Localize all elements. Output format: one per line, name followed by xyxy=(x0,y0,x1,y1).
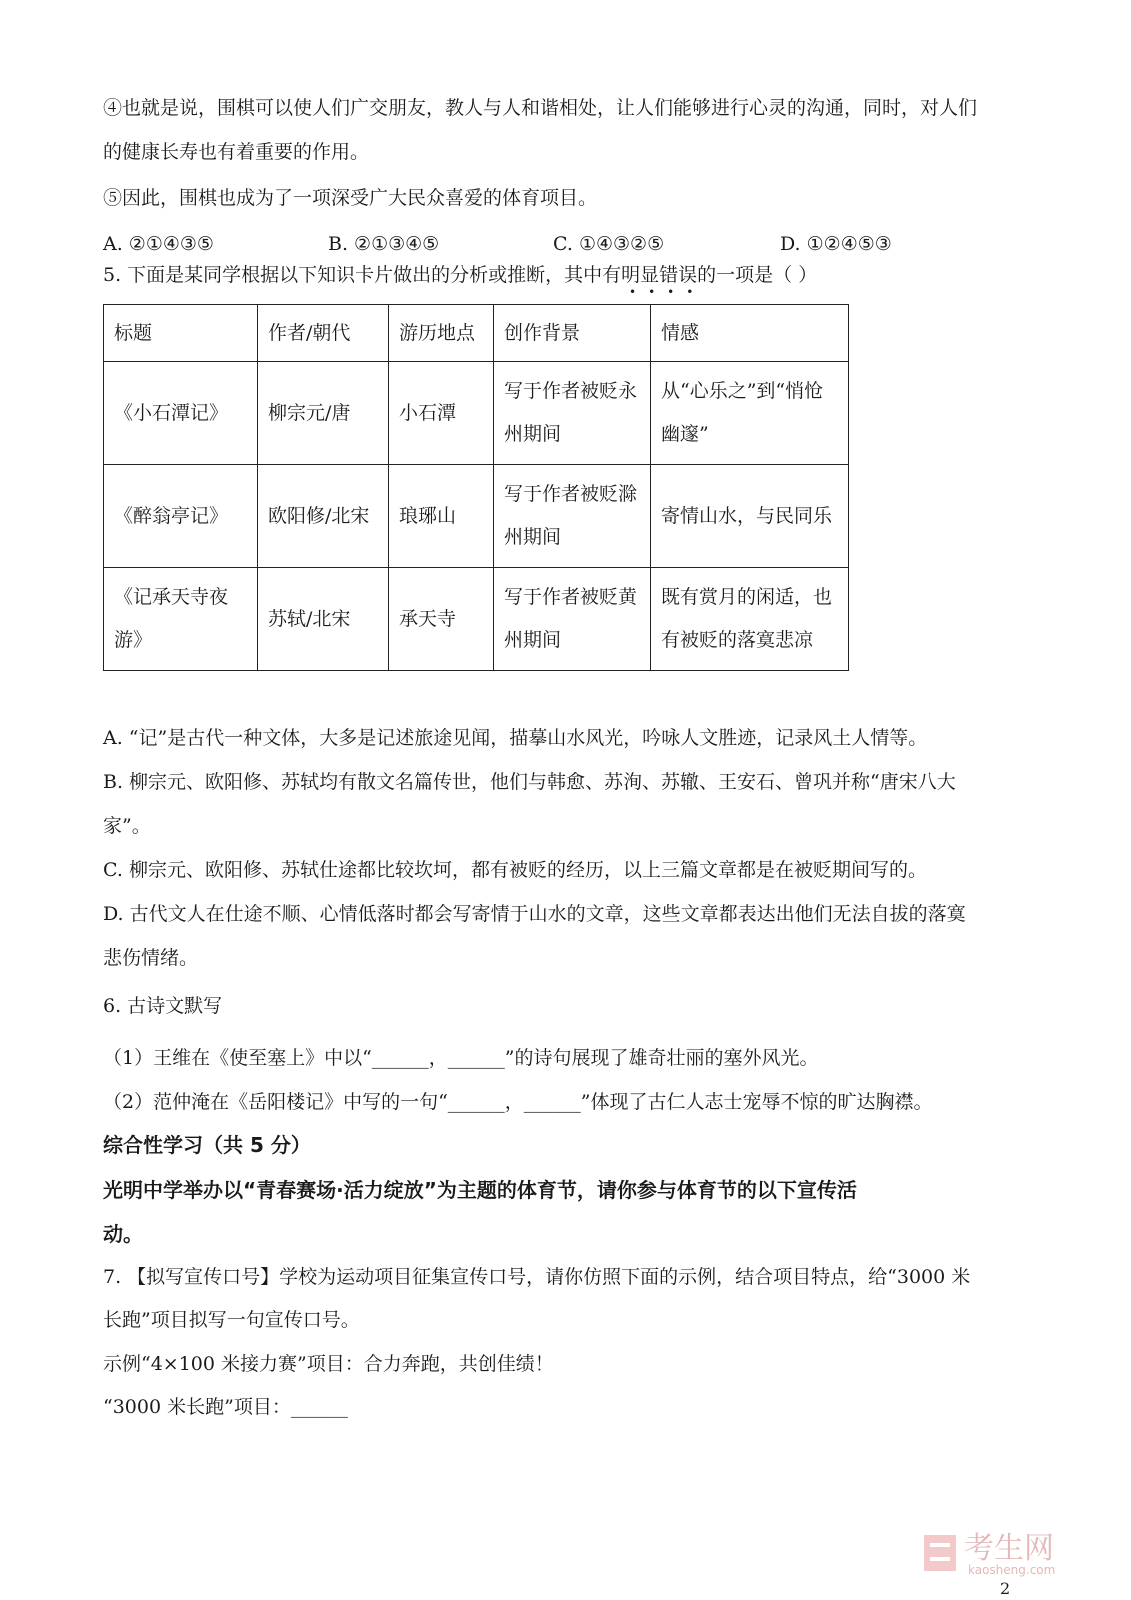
table-cell: 柳宗元/唐 xyxy=(258,362,389,465)
table-header-cell: 标题 xyxy=(104,305,258,362)
q5-option-d-line1: D. 古代文人在仕途不顺、心情低落时都会写寄情于山水的文章，这些文章都表达出他们无法自拔的落寞 xyxy=(103,903,966,925)
table-header-cell: 游历地点 xyxy=(389,305,494,362)
table-row xyxy=(104,568,849,671)
table-cell: 写于作者被贬黄州期间 xyxy=(494,568,651,671)
q4-sentence-4-line2: 的健康长寿也有着重要的作用。 xyxy=(103,141,370,163)
watermark-logo xyxy=(924,1533,1089,1577)
q7-example: 示例“4×100 米接力赛”项目：合力奔跑，共创佳绩！ xyxy=(103,1353,554,1375)
q4-option-d: D. ①②④⑤③ xyxy=(780,233,892,255)
q5-option-b-line1: B. 柳宗元、欧阳修、苏轼均有散文名篇传世，他们与韩愈、苏洵、苏辙、王安石、曾巩并称“唐宋八大 xyxy=(103,771,956,793)
q7-line1: 7. 【拟写宣传口号】学校为运动项目征集宣传口号，请你仿照下面的示例，结合项目特点，给“3000 米 xyxy=(103,1266,971,1288)
table-cell: 小石潭 xyxy=(389,362,494,465)
section-intro-line1: 光明中学举办以“青春赛场·活力绽放”为主题的体育节，请你参与体育节的以下宣传活 xyxy=(103,1178,857,1202)
q4-option-c: C. ①④③②⑤ xyxy=(553,233,665,255)
q4-sentence-5: ⑤因此，围棋也成为了一项深受广大民众喜爱的体育项目。 xyxy=(103,187,598,209)
table-row xyxy=(104,362,849,465)
q6-title: 6. 古诗文默写 xyxy=(103,995,223,1017)
q7-answer-blank: “3000 米长跑”项目：______ xyxy=(103,1396,348,1418)
table-cell: 从“心乐之”到“悄怆幽邃” xyxy=(651,362,849,465)
section-heading: 综合性学习（共 5 分） xyxy=(103,1133,311,1157)
q5-option-b-line2: 家”。 xyxy=(103,815,151,837)
q5-stem: 5. 下面是某同学根据以下知识卡片做出的分析或推断，其中有明显错误的一项是（ ） xyxy=(103,264,818,286)
q5-emphasis-dots: •••• xyxy=(629,285,706,299)
watermark-url: kaosheng.com xyxy=(968,1563,1056,1577)
table-cell: 写于作者被贬滁州期间 xyxy=(494,465,651,568)
table-header-cell: 情感 xyxy=(651,305,849,362)
table-cell: 琅琊山 xyxy=(389,465,494,568)
q6-item-1: （1）王维在《使至塞上》中以“______，______”的诗句展现了雄奇壮丽的塞外风光。 xyxy=(103,1047,819,1069)
table-header-cell: 创作背景 xyxy=(494,305,651,362)
q7-line2: 长跑”项目拟写一句宣传口号。 xyxy=(103,1309,360,1331)
table-header-cell: 作者/朝代 xyxy=(258,305,389,362)
q5-option-d-line2: 悲伤情绪。 xyxy=(103,947,199,969)
table-header-row xyxy=(104,305,849,362)
q6-item-2: （2）范仲淹在《岳阳楼记》中写的一句“______，______”体现了古仁人志士宠辱不惊的旷达胸襟。 xyxy=(103,1091,933,1113)
watermark-text: 考生网 xyxy=(964,1531,1054,1566)
table-cell: 《小石潭记》 xyxy=(104,362,258,465)
table-row xyxy=(104,465,849,568)
logo-icon xyxy=(924,1535,956,1571)
q4-option-b: B. ②①③④⑤ xyxy=(328,233,440,255)
table-cell: 承天寺 xyxy=(389,568,494,671)
table-cell: 写于作者被贬永州期间 xyxy=(494,362,651,465)
table-cell: 苏轼/北宋 xyxy=(258,568,389,671)
table-cell: 《醉翁亭记》 xyxy=(104,465,258,568)
q4-option-a: A. ②①④③⑤ xyxy=(103,233,214,255)
knowledge-card-table xyxy=(103,304,849,671)
q4-sentence-4-line1: ④也就是说，围棋可以使人们广交朋友，教人与人和谐相处，让人们能够进行心灵的沟通，同时，对人们 xyxy=(103,97,978,119)
table-cell: 欧阳修/北宋 xyxy=(258,465,389,568)
section-intro-line2: 动。 xyxy=(103,1222,143,1246)
table-cell: 既有赏月的闲适，也有被贬的落寞悲凉 xyxy=(651,568,849,671)
q5-option-a: A. “记”是古代一种文体，大多是记述旅途见闻，描摹山水风光，吟咏人文胜迹，记录风土人情等。 xyxy=(103,727,928,749)
table-cell: 《记承天寺夜游》 xyxy=(104,568,258,671)
page-number: 2 xyxy=(1000,1579,1011,1598)
q5-option-c: C. 柳宗元、欧阳修、苏轼仕途都比较坎坷，都有被贬的经历，以上三篇文章都是在被贬期间写的。 xyxy=(103,859,927,881)
table-cell: 寄情山水，与民同乐 xyxy=(651,465,849,568)
